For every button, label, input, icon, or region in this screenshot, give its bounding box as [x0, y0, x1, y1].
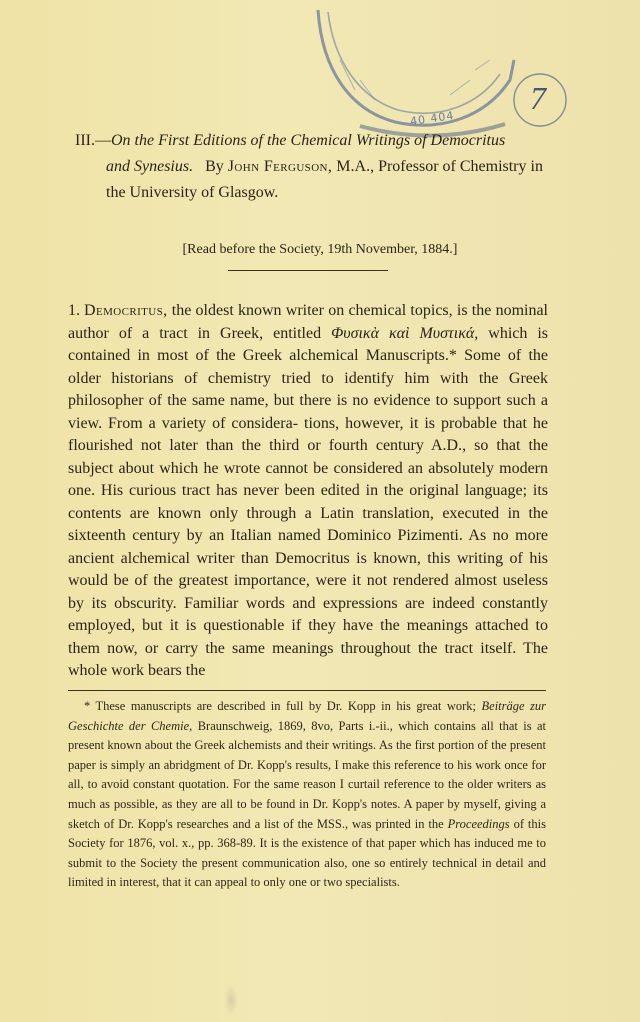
footnote-text-3: of this Society for 1876, vol. x., pp. 368-89. It is the existence of that paper which has induced me to submit to the Society the present communication also, one so entirely technical in detail and limited in interest, that it can appeal to only one or two specialists.	[68, 816, 546, 890]
paper-title: On the First Editions of the Chemical Writings of Democritus	[110, 132, 506, 149]
paper-blemish	[224, 985, 238, 1015]
subject-name: Democritus,	[84, 302, 168, 319]
footnote-rule	[68, 690, 546, 691]
heading-line-1	[75, 128, 555, 154]
paragraph-number: 1.	[68, 302, 80, 319]
greek-title: Φυσικὰ καὶ Μυστικά,	[331, 324, 479, 342]
paper-title-cont: and Synesius.	[106, 158, 194, 175]
author-affiliation: M.A., Professor of Chemistry in the University of Glasgow.	[106, 158, 543, 201]
footnote	[68, 697, 546, 893]
body-text-2: which is contained in most of the Greek alchemical Manuscripts.* Some of the older historians of chemistry tried to identify him with the Greek philosopher of the same name, but there is no evidence to support such a view. From a variety of considera- tions, however, it is probable that he flourished not later than the third or fourth century A.D., so that the subject about which he wrote cannot be considered an absolutely modern one. His curious tract has never been edited in the original language; its contents are known only through a Latin translation, executed in the sixteenth century by an Italian named Dominico Pizimenti. As no more ancient alchemical writer than Democritus is known, this writing of his would be of the greatest importance, were it not rendered almost useless by its obscurity. Familiar words and expressions are indeed constantly employed, but it is questionable if they have the meanings attached to them now, or carry the same meanings throughout the tract itself. The whole work bears the	[68, 324, 549, 679]
page-mark: 7	[530, 80, 546, 116]
footnote-text-2: Braunschweig, 1869, 8vo, Parts i.-ii., which contains all that is at present known about the Greek alchemists and their writings. As the first portion of the present paper is simply an abridgment of Dr. Kopp's results, I make this reference to his work once for all, to avoid constant quotation. For the same reason I curtail reference to the older writers as much as possible, as they are all to be found in Dr. Kopp's notes. A paper by myself, giving a sketch of Dr. Kopp's researches and a list of the MSS., was printed in the	[68, 718, 546, 831]
paper-heading	[75, 128, 555, 206]
stamp-text: 40 404	[409, 108, 456, 129]
read-note: [Read before the Society, 19th November, 1884.]	[182, 242, 458, 257]
body-paragraph	[68, 300, 548, 683]
footnote-proceedings: Proceedings	[447, 816, 510, 831]
heading-line-2	[75, 154, 555, 206]
footnote-text-1: * These manuscripts are described in full by Dr. Kopp in his great work;	[84, 699, 477, 713]
body-text-1: the oldest known writer on chemical topics, is the nominal author of a tract in Greek, entitled	[68, 302, 549, 342]
short-rule	[228, 270, 388, 271]
author-prefix: By	[205, 158, 224, 175]
author-name: John Ferguson,	[227, 158, 333, 175]
section-numeral: III.—	[75, 132, 111, 149]
footnote-book-title: Beiträge zur Geschichte der Chemie,	[68, 699, 547, 733]
